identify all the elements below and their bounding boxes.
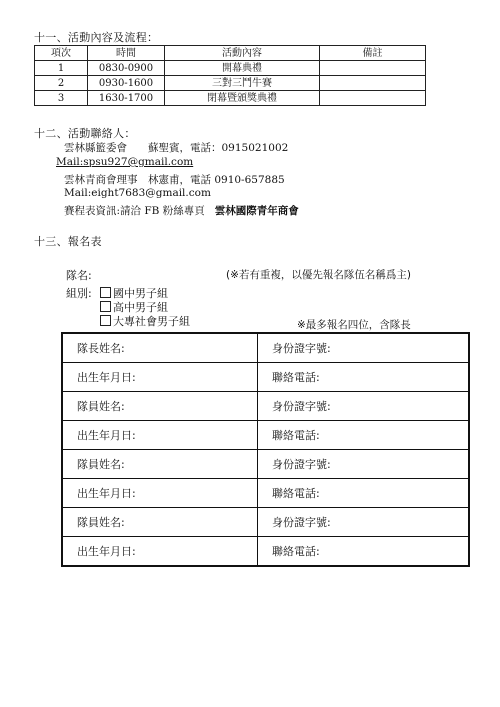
schedule-cell-activity: 閉幕暨頒獎典禮 xyxy=(165,91,320,106)
checkbox[interactable] xyxy=(100,301,111,312)
group-option-label: 大專社會男子組 xyxy=(113,315,190,328)
schedule-cell-note xyxy=(320,91,426,106)
contact-line-1: 雲林縣籃委會 蘇聖賓，電話：0915021002 xyxy=(64,142,289,154)
schedule-cell-index: 3 xyxy=(35,91,88,106)
member2-name-field[interactable]: 隊員姓名: xyxy=(62,450,258,479)
section12-title: 十二、活動聯絡人： xyxy=(34,127,136,140)
schedule-header-activity: 活動內容 xyxy=(165,46,320,61)
table-row xyxy=(35,91,426,106)
member3-birthdate-field[interactable]: 出生年月日: xyxy=(62,537,258,567)
member2-birthdate-field[interactable]: 出生年月日: xyxy=(62,479,258,508)
member3-id-field[interactable]: 身份證字號: xyxy=(258,508,470,537)
team-name-label: 隊名: xyxy=(66,269,92,282)
member1-id-field[interactable]: 身份證字號: xyxy=(258,392,470,421)
registration-row xyxy=(62,333,469,363)
registration-row xyxy=(62,392,469,421)
registration-row xyxy=(62,479,469,508)
captain-name-field[interactable]: 隊長姓名: xyxy=(62,333,258,363)
table-row xyxy=(35,76,426,91)
registration-table xyxy=(61,332,470,567)
captain-id-field[interactable]: 身份證字號: xyxy=(258,333,470,363)
team-name-note: (※若有重複，以優先報名隊伍名稱爲主) xyxy=(226,269,411,281)
member-limit-note: ※最多報名四位，含隊長 xyxy=(297,319,411,331)
checkbox[interactable] xyxy=(100,315,111,326)
member3-phone-field[interactable]: 聯絡電話: xyxy=(258,537,470,567)
registration-row xyxy=(62,450,469,479)
fan-page-name: 雲林國際青年商會 xyxy=(214,205,299,217)
section11-title: 十一、活動內容及流程： xyxy=(34,31,159,44)
schedule-header-row xyxy=(35,46,426,61)
table-row xyxy=(35,61,426,76)
schedule-cell-note xyxy=(320,61,426,76)
group-option-college-open[interactable] xyxy=(100,313,190,329)
registration-row xyxy=(62,363,469,392)
schedule-cell-note xyxy=(320,76,426,91)
contact-mail-2: Mail:eight7683@gmail.com xyxy=(64,187,211,199)
captain-birthdate-field[interactable]: 出生年月日: xyxy=(62,363,258,392)
schedule-cell-time: 0830-0900 xyxy=(88,61,165,76)
group-label: 組別: xyxy=(66,287,92,300)
schedule-cell-activity: 開幕典禮 xyxy=(165,61,320,76)
checkbox[interactable] xyxy=(100,287,111,298)
registration-row xyxy=(62,508,469,537)
member1-birthdate-field[interactable]: 出生年月日: xyxy=(62,421,258,450)
schedule-cell-time: 1630-1700 xyxy=(88,91,165,106)
member2-id-field[interactable]: 身份證字號: xyxy=(258,450,470,479)
schedule-info-text: 賽程表資訊:請洽 FB 粉絲專頁 xyxy=(64,205,205,217)
captain-phone-field[interactable]: 聯絡電話: xyxy=(258,363,470,392)
contact-line-2: 雲林青商會理事 林憲甫，電話 0910-657885 xyxy=(64,174,285,186)
schedule-cell-activity: 三對三鬥牛賽 xyxy=(165,76,320,91)
member1-name-field[interactable]: 隊員姓名: xyxy=(62,392,258,421)
registration-row xyxy=(62,537,469,567)
schedule-header-note: 備註 xyxy=(320,46,426,61)
schedule-header-index: 項次 xyxy=(35,46,88,61)
schedule-table xyxy=(34,45,426,106)
registration-row xyxy=(62,421,469,450)
schedule-header-time: 時間 xyxy=(88,46,165,61)
group-option-label: 國中男子組 xyxy=(113,287,168,300)
schedule-cell-index: 1 xyxy=(35,61,88,76)
member1-phone-field[interactable]: 聯絡電話: xyxy=(258,421,470,450)
schedule-cell-time: 0930-1600 xyxy=(88,76,165,91)
contact-line-3 xyxy=(64,203,299,218)
group-option-label: 高中男子組 xyxy=(113,301,168,314)
section13-title: 十三、報名表 xyxy=(34,235,102,248)
contact-mail-1[interactable]: Mail:spsu927@gmail.com xyxy=(56,156,194,168)
schedule-cell-index: 2 xyxy=(35,76,88,91)
member2-phone-field[interactable]: 聯絡電話: xyxy=(258,479,470,508)
member3-name-field[interactable]: 隊員姓名: xyxy=(62,508,258,537)
